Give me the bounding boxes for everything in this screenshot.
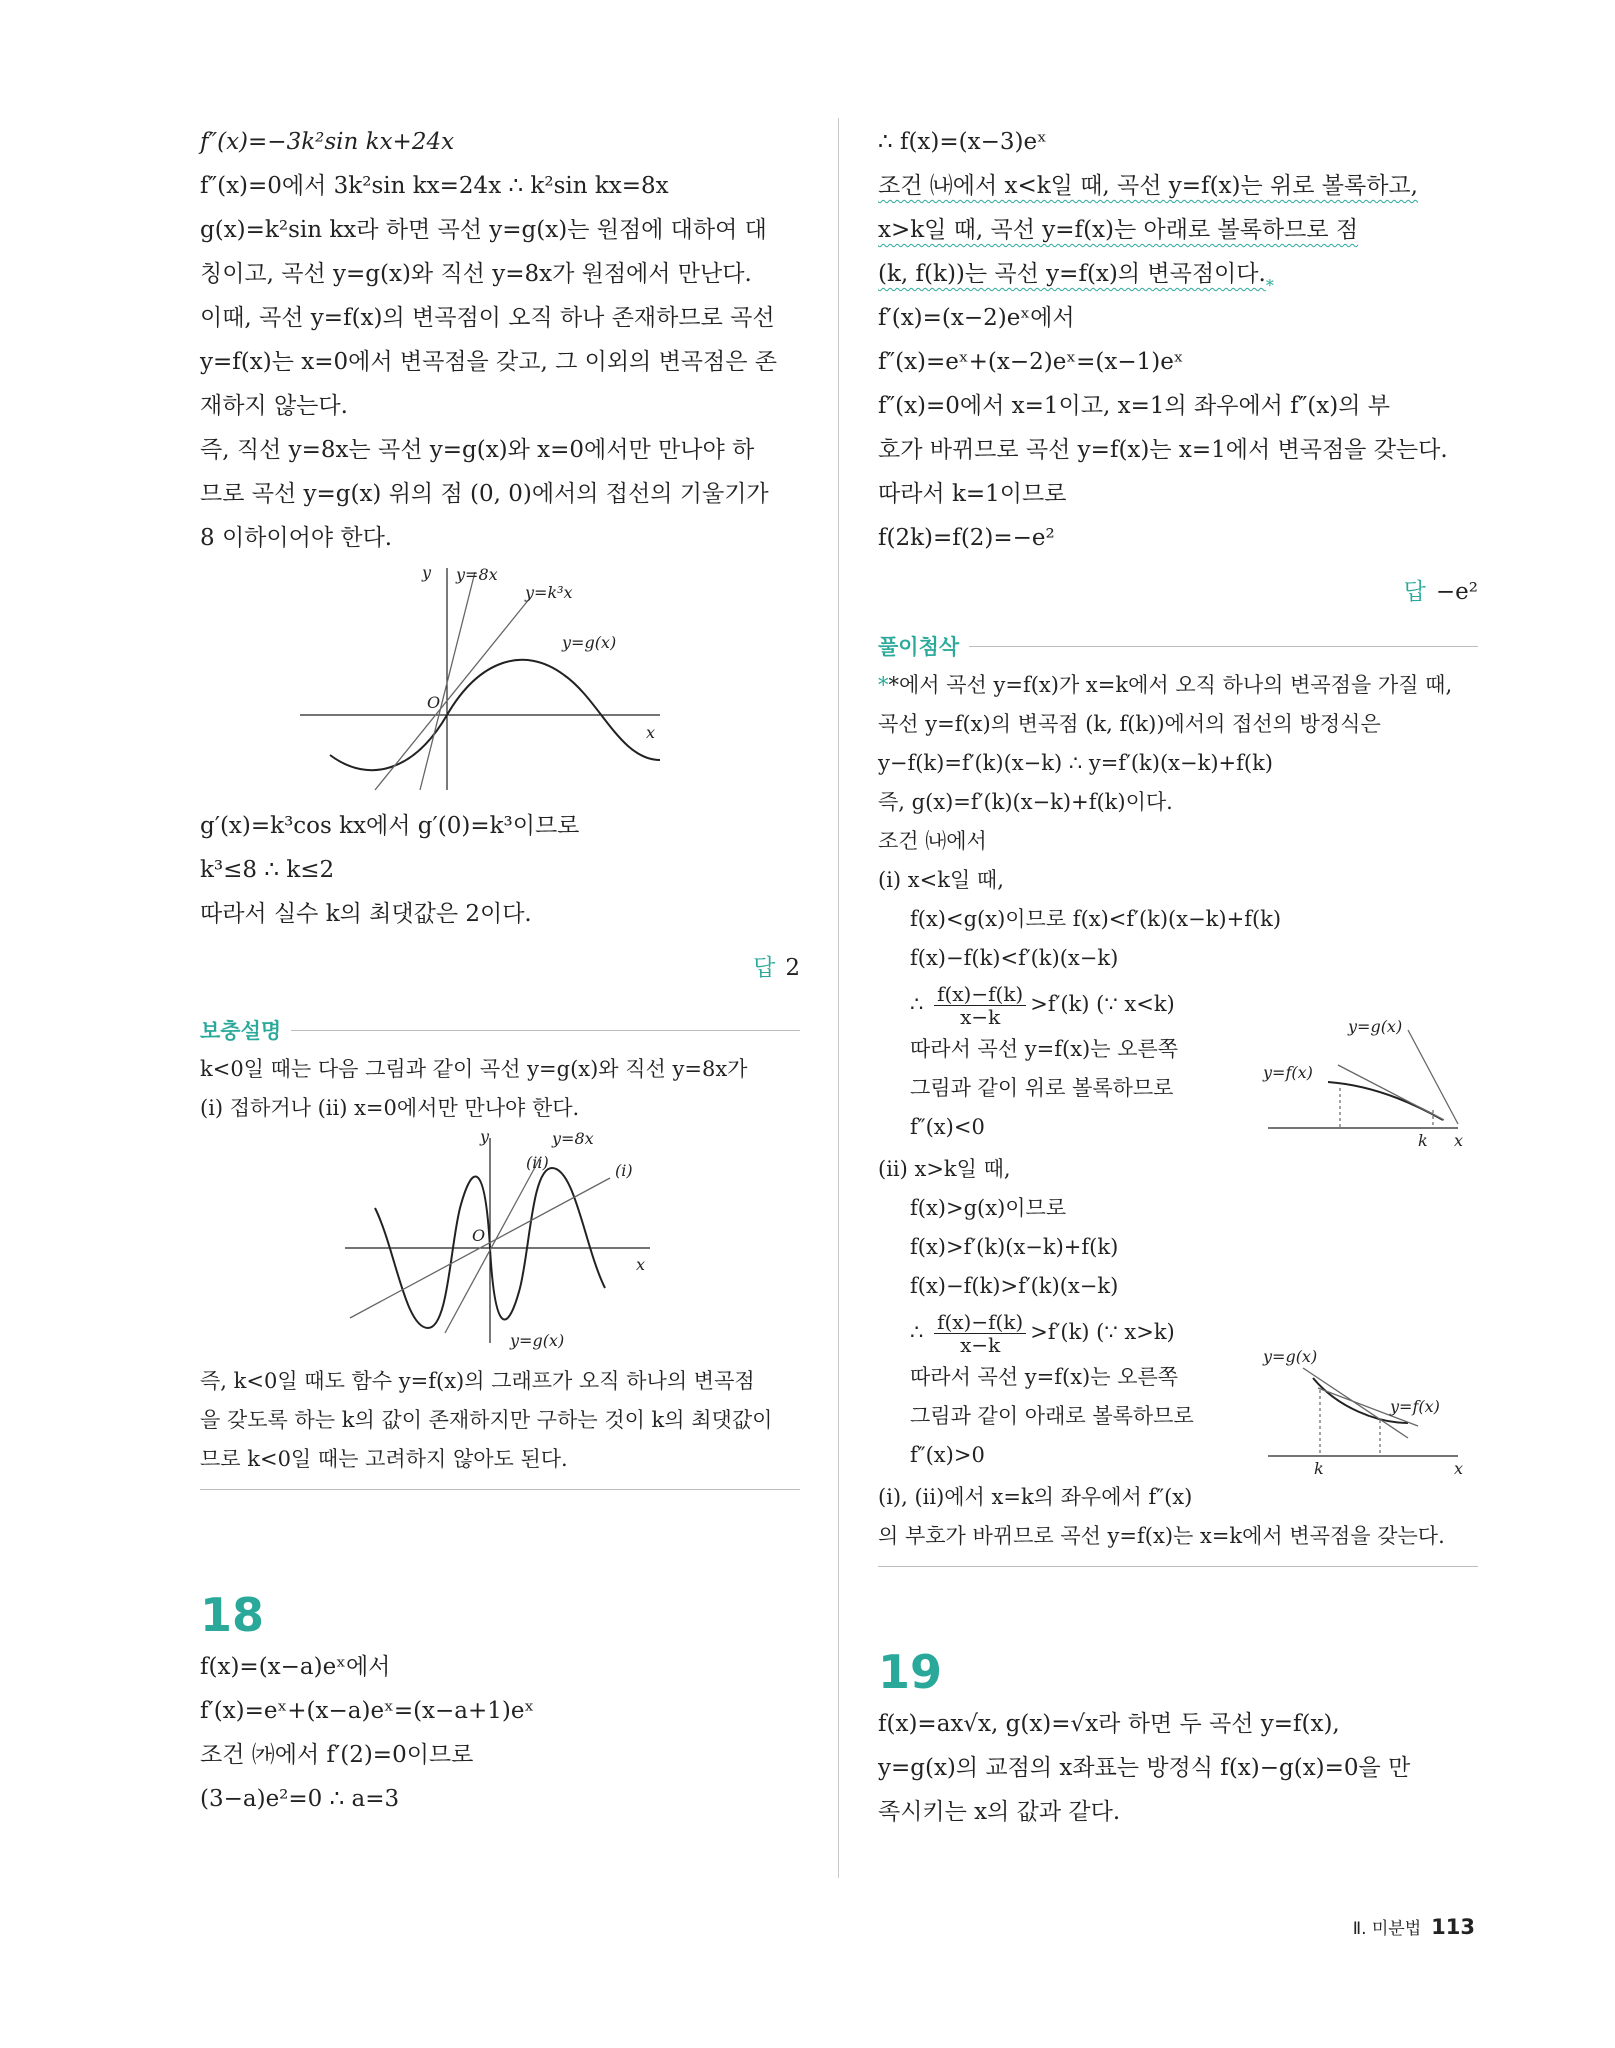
line-k3x-label: y=k³x	[525, 583, 573, 602]
text-line: 조건 ㈏에서	[878, 829, 987, 853]
text-line: f″(x)=0에서 3k²sin kx=24x ∴ k²sin kx=8x	[200, 173, 669, 199]
note-box	[878, 626, 1478, 1567]
note-title: 풀이첨삭	[878, 635, 960, 659]
curve-label: y=g(x)	[562, 633, 617, 652]
answer-label: 답	[1403, 579, 1426, 605]
case1-figure-row	[878, 1017, 1478, 1150]
text-line: 칭이고, 곡선 y=g(x)와 직선 y=8x가 원점에서 만난다.	[200, 261, 752, 287]
text-line: g(x)=k²sin kx라 하면 곡선 y=g(x)는 원점에 대하여 대	[200, 217, 767, 243]
solution-17-conclusion	[200, 804, 800, 936]
graph-sine-tangent	[200, 560, 800, 800]
text-line: f″(x)=0에서 x=1이고, x=1의 좌우에서 f″(x)의 부	[878, 393, 1390, 419]
problem-number: 18	[200, 1588, 265, 1642]
answer-18	[878, 570, 1478, 614]
graph-concave-down	[1258, 1010, 1478, 1150]
text-line: f(x)<g(x)이므로 f(x)<f′(k)(x−k)+f(k)	[910, 907, 1282, 931]
case2-fraction: ∴ $\frac{f(x)-f(k)}{x-k}$ >f′(k) (∵ x>k)	[910, 1310, 1175, 1357]
text-line: 8 이하이어야 한다.	[200, 525, 393, 551]
chapter-label: Ⅱ. 미분법	[1352, 1919, 1422, 1939]
text-line: 즉, g(x)=f′(k)(x−k)+f(k)이다.	[878, 790, 1173, 814]
text-line: y−f(k)=f′(k)(x−k) ∴ y=f′(k)(x−k)+f(k)	[878, 751, 1273, 775]
answer-17	[200, 946, 800, 990]
x-label: x	[1454, 1459, 1464, 1478]
right-column	[878, 120, 1478, 1834]
text-line: f(x)=(x−a)eˣ에서	[200, 1654, 391, 1680]
text-line: f′(x)=eˣ+(x−a)eˣ=(x−a+1)eˣ	[200, 1698, 535, 1724]
text-line: 므로 곡선 y=g(x) 위의 점 (0, 0)에서의 접선의 기울기가	[200, 481, 769, 507]
supplement-box	[200, 1010, 800, 1490]
text-line: 족시키는 x의 값과 같다.	[878, 1799, 1121, 1825]
x-axis-label: x	[636, 1255, 646, 1274]
text-line: f″(x)<0	[910, 1115, 985, 1139]
curve-label: y=g(x)	[510, 1331, 565, 1350]
tangent-g	[1338, 1065, 1444, 1120]
problem-19	[878, 1642, 1478, 1834]
text-line: 을 갖도록 하는 k의 값이 존재하지만 구하는 것이 k의 최댓값이	[200, 1408, 773, 1432]
case2-label: (ii)	[526, 1153, 549, 1172]
origin-label: O	[472, 1226, 486, 1245]
text-line: f(x)>f′(k)(x−k)+f(k)	[910, 1235, 1119, 1259]
text-line: 따라서 실수 k의 최댓값은 2이다.	[200, 901, 532, 927]
text-line: f″(x)=−3k²sin kx+24x	[200, 129, 455, 155]
text-line: 호가 바뀌므로 곡선 y=f(x)는 x=1에서 변곡점을 갖는다.	[878, 437, 1448, 463]
text-line: 조건 ㈎에서 f′(2)=0이므로	[200, 1742, 474, 1768]
secant	[1408, 1030, 1458, 1124]
text-line: 그림과 같이 위로 볼록하므로	[910, 1076, 1174, 1100]
left-column	[200, 120, 800, 1821]
text-line: **에서 곡선 y=f(x)가 x=k에서 오직 하나의 변곡점을 가질 때,	[878, 673, 1453, 697]
note-header	[878, 626, 1478, 666]
text-line: f″(x)>0	[910, 1443, 985, 1467]
g-label: y=g(x)	[1348, 1017, 1403, 1036]
text-line: (i), (ii)에서 x=k의 좌우에서 f″(x)	[878, 1485, 1193, 1509]
supplement-end-rule	[200, 1489, 800, 1490]
text-line: 므로 k<0일 때는 고려하지 않아도 된다.	[200, 1447, 568, 1471]
answer-value: 2	[785, 955, 800, 981]
text-line: 이때, 곡선 y=f(x)의 변곡점이 오직 하나 존재하므로 곡선	[200, 305, 775, 331]
page-footer	[1353, 1914, 1475, 1939]
text-line: 따라서 곡선 y=f(x)는 오른쪽	[910, 1037, 1179, 1061]
text-line: y=g(x)의 교점의 x좌표는 방정식 f(x)−g(x)=0을 만	[878, 1755, 1411, 1781]
text-line: (i) 접하거나 (ii) x=0에서만 만나야 한다.	[200, 1096, 580, 1120]
k-label: k	[1418, 1131, 1428, 1150]
text-line: 즉, k<0일 때도 함수 y=f(x)의 그래프가 오직 하나의 변곡점	[200, 1369, 755, 1393]
text-line: 따라서 곡선 y=f(x)는 오른쪽	[910, 1365, 1179, 1389]
text-line: f(2k)=f(2)=−e²	[878, 525, 1055, 551]
case1-label: (i)	[615, 1161, 633, 1180]
supplement-header	[200, 1010, 800, 1050]
text-line: g′(x)=k³cos kx에서 g′(0)=k³이므로	[200, 813, 580, 839]
text-line: f′(x)=(x−2)eˣ에서	[878, 305, 1075, 331]
text-line: 즉, 직선 y=8x는 곡선 y=g(x)와 x=0에서만 만나야 하	[200, 437, 755, 463]
y-axis-label: y	[422, 563, 432, 582]
text-line: f(x)=ax√x, g(x)=√x라 하면 두 곡선 y=f(x),	[878, 1711, 1340, 1737]
case2-figure-row	[878, 1347, 1478, 1478]
text-line: k<0일 때는 다음 그림과 같이 곡선 y=g(x)와 직선 y=8x가	[200, 1057, 748, 1081]
line-8x	[445, 1158, 540, 1333]
g-label: y=g(x)	[1263, 1347, 1318, 1366]
column-divider	[838, 118, 839, 1878]
wavy-text: 조건 ㈏에서 x<k일 때, 곡선 y=f(x)는 위로 볼록하고,	[878, 173, 1418, 199]
k-label: k	[1314, 1459, 1324, 1478]
y-axis-label: y	[480, 1128, 490, 1146]
condition-b-wavy	[878, 164, 1478, 296]
text-line: f(x)−f(k)>f′(k)(x−k)	[910, 1274, 1119, 1298]
fraction: $\frac{f(x)-f(k)}{x-k}$	[934, 1311, 1026, 1356]
answer-label: 답	[753, 955, 776, 981]
line-k3x	[375, 598, 530, 790]
text-line: ∴ f(x)=(x−3)eˣ	[878, 129, 1047, 155]
line-8x-label: y=8x	[456, 565, 498, 584]
text-line: f(x)>g(x)이므로	[910, 1196, 1067, 1220]
note-end-rule	[878, 1566, 1478, 1567]
x-axis-label: x	[646, 723, 656, 742]
line-label: y=8x	[552, 1129, 594, 1148]
text-line: f″(x)=eˣ+(x−2)eˣ=(x−1)eˣ	[878, 349, 1184, 375]
fraction: $\frac{f(x)-f(k)}{x-k}$	[934, 983, 1026, 1028]
wavy-text: x>k일 때, 곡선 y=f(x)는 아래로 볼록하므로 점	[878, 217, 1359, 243]
text-line: 따라서 k=1이므로	[878, 481, 1067, 507]
graph-concave-up	[1258, 1338, 1478, 1478]
case1-head: (i) x<k일 때,	[878, 868, 1004, 892]
text-line: 곡선 y=f(x)의 변곡점 (k, f(k))에서의 접선의 방정식은	[878, 712, 1381, 736]
origin-label: O	[427, 693, 441, 712]
answer-value: −e²	[1435, 579, 1478, 605]
wavy-text: (k, f(k))는 곡선 y=f(x)의 변곡점이다.	[878, 261, 1266, 287]
f-label: y=f(x)	[1390, 1397, 1440, 1416]
solution-17-lines	[200, 120, 800, 560]
f-label: y=f(x)	[1263, 1063, 1313, 1082]
problem-number: 19	[878, 1645, 943, 1699]
star-marker: *	[1265, 276, 1274, 295]
supplement-title: 보충설명	[200, 1019, 282, 1043]
text-line: 재하지 않는다.	[200, 393, 348, 419]
text-line: y=f(x)는 x=0에서 변곡점을 갖고, 그 이외의 변곡점은 존	[200, 349, 777, 375]
text-line: (3−a)e²=0 ∴ a=3	[200, 1786, 400, 1812]
text-line: k³≤8 ∴ k≤2	[200, 857, 335, 883]
text-line: f(x)−f(k)<f′(k)(x−k)	[910, 946, 1119, 970]
text-line: 그림과 같이 아래로 볼록하므로	[910, 1404, 1194, 1428]
page-number: 113	[1431, 1915, 1475, 1939]
x-label: x	[1454, 1131, 1464, 1150]
curve-f	[1328, 1082, 1443, 1120]
text-line: 의 부호가 바뀌므로 곡선 y=f(x)는 x=k에서 변곡점을 갖는다.	[878, 1524, 1445, 1548]
problem-18	[200, 1585, 800, 1821]
solution-18-lines	[878, 296, 1478, 560]
case2-head: (ii) x>k일 때,	[878, 1157, 1011, 1181]
graph-negative-k	[200, 1128, 800, 1358]
case1-fraction: ∴ $\frac{f(x)-f(k)}{x-k}$ >f′(k) (∵ x<k)	[910, 982, 1175, 1029]
